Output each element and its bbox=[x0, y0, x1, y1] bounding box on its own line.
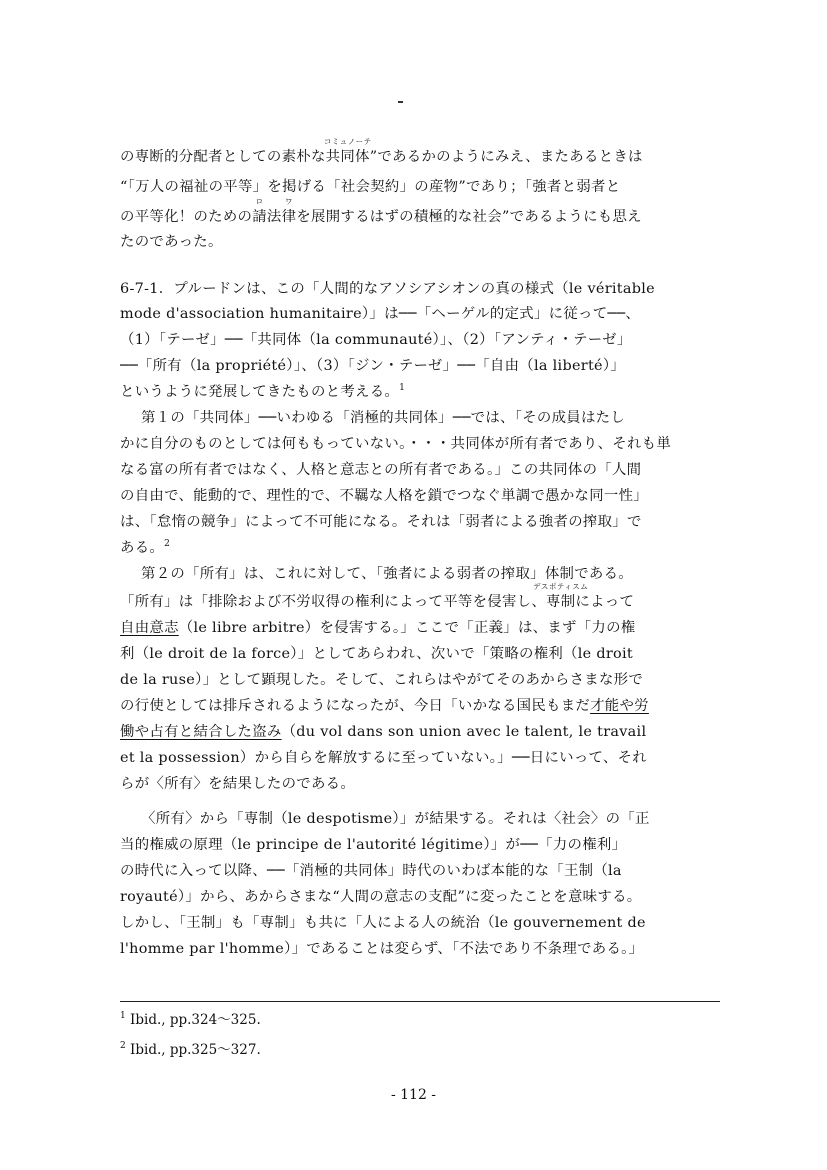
header-mark bbox=[398, 101, 403, 103]
text-line: 第１の「共同体」──いわゆる「消極的共同体」──では、「その成員はたし bbox=[141, 410, 626, 426]
text-line: ──「所有（la propriété）」、（3）「ジン・テーゼ」──「自由（la liberté）」 bbox=[120, 358, 626, 374]
footnote: $^1$ Ibid., pp.324～325. bbox=[120, 1011, 261, 1028]
text-line: ある。$^2$ bbox=[120, 539, 171, 556]
text-line: しかし、「王制」も「専制」も共に「人による人の統治（le gouvernement de bbox=[120, 915, 646, 931]
text-line: 当的権威の原理（le principe de l'autorité légitime）」が──「力の権利」 bbox=[120, 837, 627, 853]
text-line: の自由で、能動的で、理性的で、不羈な人格を鎖でつなぐ単調で愚かな同一性」 bbox=[120, 488, 649, 504]
text-line: 利（le droit de la force）」としてあらわれ、次いで「策略の権利（le droit bbox=[120, 646, 634, 662]
text-line: 〈所有〉から「専制（le despotisme）」が結果する。それは〈社会〉の「正 bbox=[141, 811, 650, 827]
underlined-phrase: 働や占有と結合した盗み bbox=[120, 724, 282, 740]
footnote-divider bbox=[120, 1001, 720, 1002]
text-line: de la ruse）」として顕現した。そして、これらはやがてそのあからさまな形で bbox=[120, 672, 644, 688]
text-line: （1）「テーゼ」──「共同体（la communauté）」、（2）「アンティ・テーゼ」 bbox=[120, 332, 632, 348]
text-line: 「所有」は「排除および不労収得の権利によって平等を侵害し、 デスポティスム 専制によって bbox=[120, 582, 635, 610]
text-line: “「万人の福祉の平等」を掲げる「社会契約」の産物”であり；「強者と弱者と bbox=[120, 179, 621, 195]
section-heading-line: 6-7-1．プルードンは、この「人間的なアソシアシオンの真の様式（le véritable bbox=[120, 281, 655, 297]
text-line: の専断的分配者としての素朴な コミュノーテ 共同体”であるかのようにみえ、またあるときは bbox=[120, 137, 643, 165]
ruby-annotation: コミュノーテ 共同体 bbox=[323, 137, 372, 165]
text-line: l'homme par l'homme）」であることは変らず、「不法であり不条理である。」 bbox=[120, 941, 644, 957]
underlined-phrase: 才能や労 bbox=[590, 698, 649, 714]
ruby-annotation: デスポティスム 専制 bbox=[533, 582, 589, 610]
underlined-phrase: 自由意志 bbox=[120, 620, 179, 636]
text-line: なる富の所有者ではなく、人格と意志との所有者である。」この共同体の「人間 bbox=[120, 462, 642, 478]
footnote-ref: 2 bbox=[164, 539, 171, 549]
text-line: の行使としては排斥されるようになったが、今日「いかなる国民もまだ才能や労 bbox=[120, 698, 649, 714]
text-line: らが〈所有〉を結果したのである。 bbox=[120, 776, 356, 792]
text-line: の時代に入って以降、──「消極的共同体」時代のいわば本能的な「王制（la bbox=[120, 863, 622, 879]
text-line: たのであった。 bbox=[120, 234, 223, 250]
footnote-ref: 1 bbox=[399, 383, 406, 393]
page-number: - 112 - bbox=[390, 1087, 437, 1103]
ruby-annotation: ロ 請 bbox=[252, 197, 267, 225]
footnote: $^2$ Ibid., pp.325～327. bbox=[120, 1041, 261, 1058]
text-line: royauté）」から、あからさまな“人間の意志の支配”に変ったことを意味する。 bbox=[120, 889, 642, 905]
text-line: の平等化！のための ロ 請法 ワ 律を展開するはずの積極的な社会”であるようにも思え bbox=[120, 197, 642, 225]
text-line: mode d'association humanitaire）」は──「ヘーゲル的定式」に従って──、 bbox=[120, 306, 641, 322]
text-line: et la possession）から自らを解放するに至っていない。」──日にいって、それ bbox=[120, 750, 647, 766]
text-line: 働や占有と結合した盗み（du vol dans son union avec le talent, le travail bbox=[120, 724, 647, 740]
text-line: 第２の「所有」は、これに対して、「強者による弱者の搾取」体制である。 bbox=[141, 566, 633, 582]
ruby-annotation: ワ 律 bbox=[281, 197, 297, 225]
text-line: 自由意志（le libre arbitre）を侵害する。」ここで「正義」は、まず「力の権 bbox=[120, 620, 636, 636]
text-line: は、「怠惰の競争」によって不可能になる。それは「弱者による強者の搾取」で bbox=[120, 514, 642, 530]
text-line: というように発展してきたものと考える。$^1$ bbox=[120, 383, 406, 400]
text-line: かに自分のものとしては何ももっていない。・・・共同体が所有者であり、それも単 bbox=[120, 436, 672, 452]
